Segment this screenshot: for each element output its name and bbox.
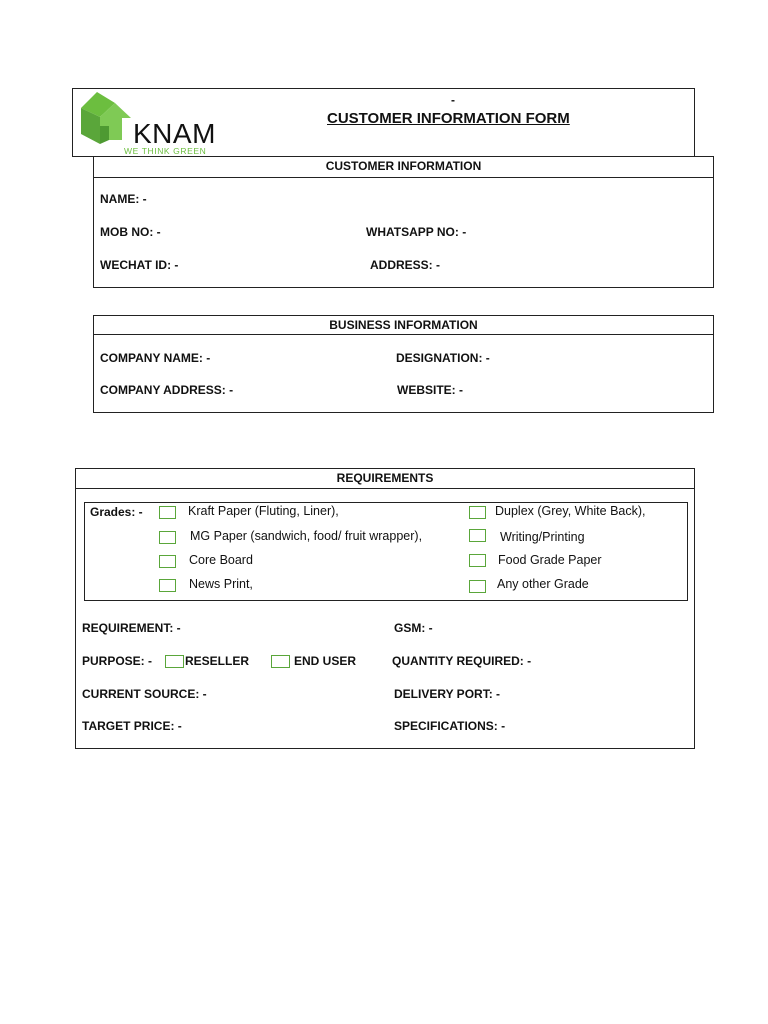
core-board-label: Core Board (189, 553, 253, 567)
current-source-field[interactable]: CURRENT SOURCE: - (82, 687, 207, 701)
section-heading: BUSINESS INFORMATION (329, 318, 478, 332)
header-dash: - (451, 93, 455, 107)
company-logo (78, 90, 216, 156)
food-grade-paper-checkbox[interactable] (469, 554, 486, 567)
purpose-label: PURPOSE: - (82, 654, 153, 668)
grades-box (84, 502, 688, 601)
reseller-checkbox[interactable] (165, 655, 184, 668)
mg-paper-checkbox[interactable] (159, 531, 176, 544)
company-address-field[interactable]: COMPANY ADDRESS: - (100, 383, 234, 397)
duplex-checkbox[interactable] (469, 506, 486, 519)
requirement-field[interactable]: REQUIREMENT: - (82, 621, 181, 635)
customer-information-section (93, 156, 714, 288)
kraft-paper-checkbox[interactable] (159, 506, 176, 519)
whatsapp-no-field[interactable]: WHATSAPP NO: - (366, 225, 467, 239)
name-field[interactable]: NAME: - (100, 192, 147, 206)
requirements-section (75, 468, 695, 749)
website-field[interactable]: WEBSITE: - (397, 383, 463, 397)
reseller-label: RESELLER (185, 654, 250, 668)
divider (76, 488, 694, 489)
end-user-checkbox[interactable] (271, 655, 290, 668)
section-heading: REQUIREMENTS (336, 471, 434, 485)
writing-printing-checkbox[interactable] (469, 529, 486, 542)
designation-field[interactable]: DESIGNATION: - (396, 351, 490, 365)
writing-printing-label: Writing/Printing (500, 530, 585, 544)
business-information-section (93, 315, 714, 413)
section-heading: CUSTOMER INFORMATION (325, 159, 482, 173)
news-print-label: News Print, (189, 577, 253, 591)
form-header (72, 88, 695, 157)
duplex-label: Duplex (Grey, White Back), (495, 504, 646, 518)
news-print-checkbox[interactable] (159, 579, 176, 592)
logo-wordmark: KNAM (133, 118, 216, 149)
any-other-grade-checkbox[interactable] (469, 580, 486, 593)
quantity-required-field[interactable]: QUANTITY REQUIRED: - (392, 654, 532, 668)
food-grade-paper-label: Food Grade Paper (498, 553, 602, 567)
mob-no-field[interactable]: MOB NO: - (100, 225, 161, 239)
wechat-id-field[interactable]: WECHAT ID: - (100, 258, 179, 272)
delivery-port-field[interactable]: DELIVERY PORT: - (394, 687, 501, 701)
kraft-paper-label: Kraft Paper (Fluting, Liner), (188, 504, 339, 518)
company-name-field[interactable]: COMPANY NAME: - (100, 351, 211, 365)
house-arrow-logo-icon (78, 90, 136, 146)
grades-label: Grades: - (90, 505, 143, 519)
divider (94, 177, 713, 178)
any-other-grade-label: Any other Grade (497, 577, 589, 591)
end-user-label: END USER (294, 654, 357, 668)
target-price-field[interactable]: TARGET PRICE: - (82, 719, 182, 733)
gsm-field[interactable]: GSM: - (394, 621, 433, 635)
divider (94, 334, 713, 335)
mg-paper-label: MG Paper (sandwich, food/ fruit wrapper), (190, 529, 423, 543)
specifications-field[interactable]: SPECIFICATIONS: - (394, 719, 506, 733)
core-board-checkbox[interactable] (159, 555, 176, 568)
page-title: CUSTOMER INFORMATION FORM (327, 110, 570, 127)
logo-tagline: WE THINK GREEN (124, 146, 207, 156)
address-field[interactable]: ADDRESS: - (370, 258, 441, 272)
